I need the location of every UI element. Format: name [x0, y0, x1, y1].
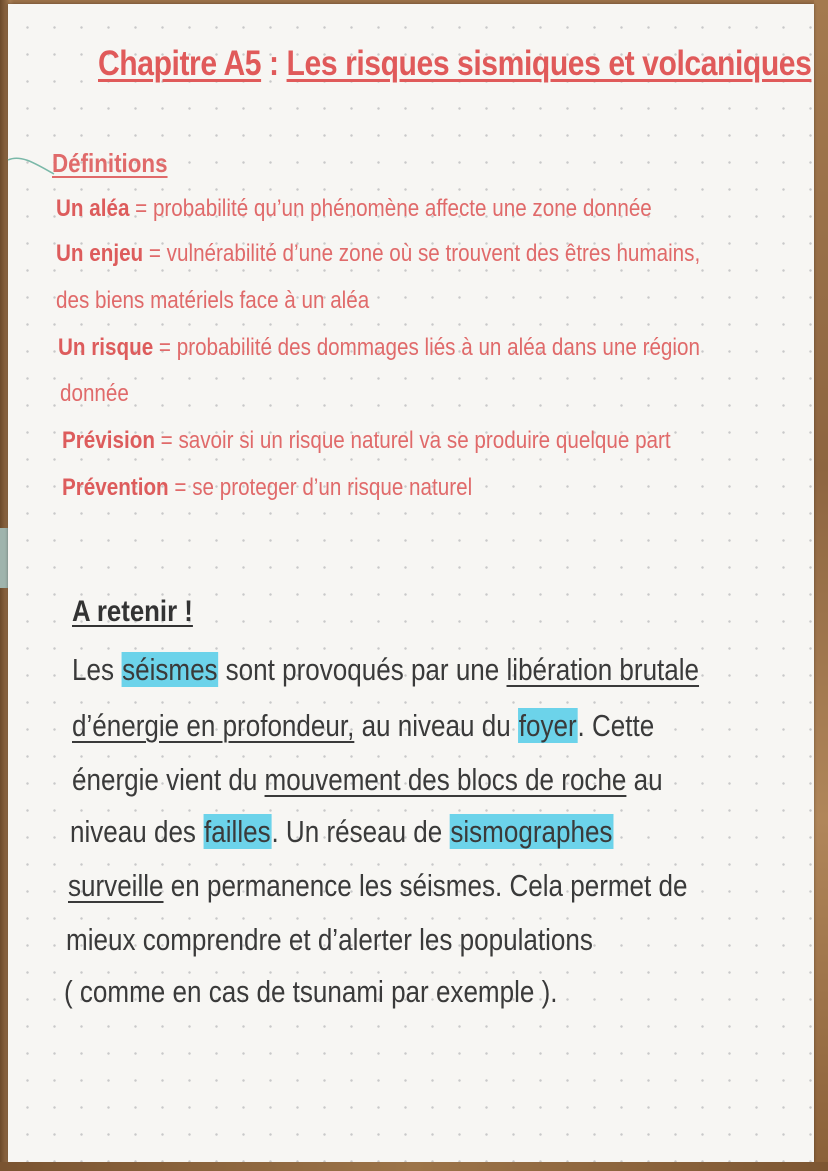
text-segment: . Un réseau de	[271, 814, 450, 849]
text-segment: niveau des	[70, 814, 204, 849]
definition-text: = probabilité des dommages liés à un aléa dans une région	[153, 334, 700, 361]
margin-curl-icon	[6, 150, 56, 180]
definition-prevision	[62, 427, 671, 455]
text-segment: au	[626, 762, 663, 797]
definition-term: Un enjeu	[56, 240, 144, 267]
retenir-line-5	[68, 868, 687, 904]
definition-text: = vulnérabilité d’une zone où se trouvent des êtres humains,	[143, 240, 701, 267]
definition-alea	[56, 195, 652, 223]
definition-term: Un aléa	[56, 195, 130, 222]
retenir-line-7	[64, 974, 558, 1010]
title-separator: :	[261, 44, 287, 83]
highlighted-term: sismographes	[450, 814, 613, 849]
chapter-title: Les risques sismiques et volcaniques	[286, 44, 812, 83]
chapter-label: Chapitre A5	[98, 44, 262, 83]
definition-text: = probabilité qu’un phénomène affecte une zone donnée	[129, 195, 652, 222]
text-segment: sont provoqués par une	[218, 652, 507, 687]
text-segment: au niveau du	[354, 708, 518, 743]
definition-term: Prévision	[62, 427, 155, 454]
underlined-phrase: surveille	[68, 868, 164, 903]
table-edge-bottom	[0, 1162, 828, 1171]
retenir-line-4	[70, 814, 613, 850]
retenir-line-6	[66, 922, 593, 958]
definition-text: donnée	[60, 380, 129, 407]
underlined-phrase: libération brutale	[506, 652, 700, 687]
text-segment: Les	[72, 652, 122, 687]
text-segment: en permanence les séismes. Cela permet de	[163, 868, 688, 903]
highlighted-term: failles	[204, 814, 271, 849]
definition-term: Prévention	[62, 474, 169, 501]
highlighted-term: foyer	[518, 708, 577, 743]
definition-risque-continued	[60, 380, 129, 408]
text-segment: énergie vient du	[72, 762, 265, 797]
page-title	[98, 44, 811, 84]
retenir-heading: A retenir !	[72, 595, 193, 628]
text-segment: ( comme en cas de tsunami par exemple ).	[64, 974, 558, 1009]
definitions-heading: Définitions	[52, 148, 168, 178]
definition-text: = savoir si un risque naturel va se produire quelque part	[154, 427, 671, 454]
definition-enjeu-continued	[56, 287, 369, 315]
underlined-phrase: mouvement des blocs de roche	[264, 762, 627, 797]
table-edge-right	[814, 0, 828, 1171]
definition-text: = se proteger d’un risque naturel	[168, 474, 473, 501]
retenir-line-3	[72, 762, 663, 798]
definition-enjeu	[56, 240, 700, 268]
definition-risque	[58, 334, 700, 362]
text-segment: mieux comprendre et d’alerter les populations	[66, 922, 593, 957]
underlined-phrase: d’énergie en profondeur,	[72, 708, 355, 743]
definition-prevention	[62, 474, 472, 502]
highlighted-term: séismes	[122, 652, 218, 687]
retenir-line-2	[72, 708, 654, 744]
definition-term: Un risque	[58, 334, 154, 361]
definition-text: des biens matériels face à un aléa	[56, 287, 370, 314]
retenir-line-1	[72, 652, 699, 688]
text-segment: . Cette	[577, 708, 655, 743]
